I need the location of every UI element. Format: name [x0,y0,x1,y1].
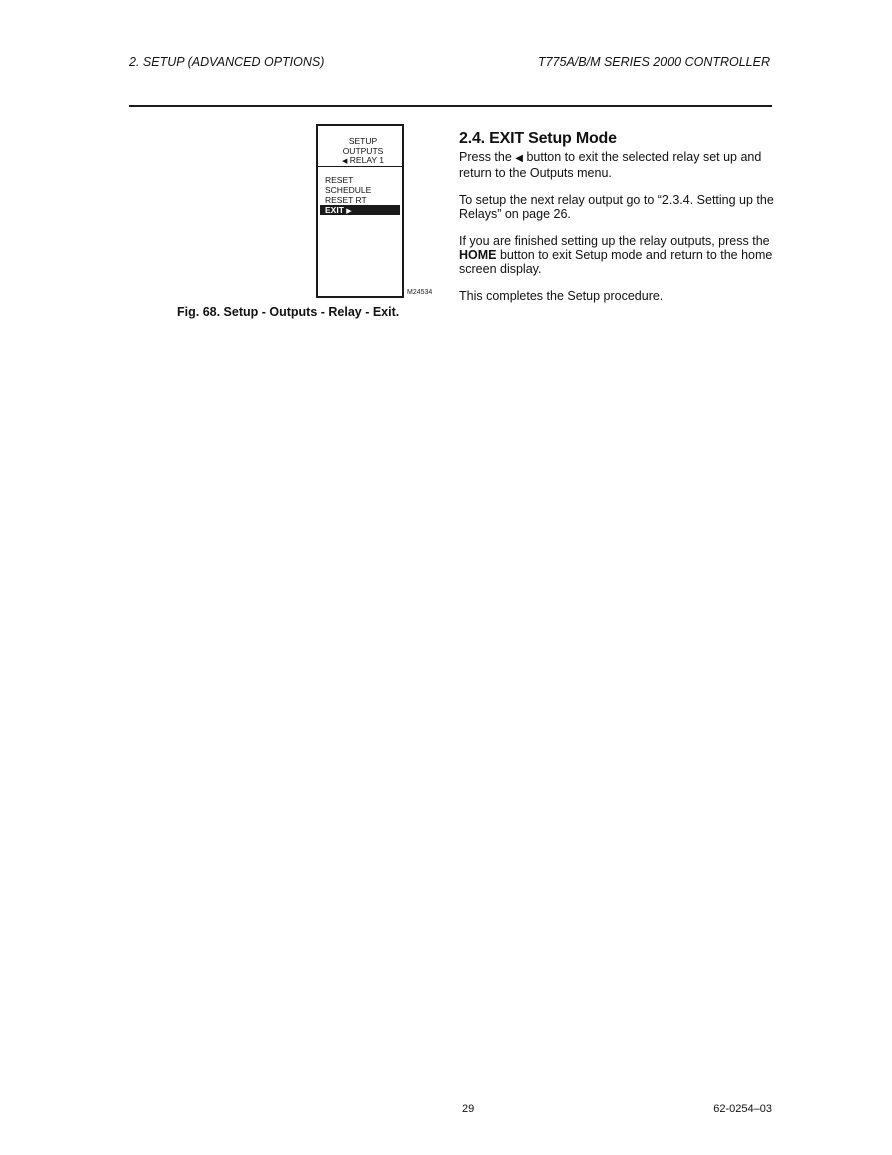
back-arrow-icon: ◀ [342,158,348,166]
display-menu [318,167,402,215]
page-number: 29 [462,1103,475,1115]
running-header-title: T775A/B/M SERIES 2000 CONTROLLER [537,55,770,69]
section-body [459,130,779,316]
p3-text-pre: If you are finished setting up the relay outputs, press the [459,234,770,248]
menu-item-schedule: SCHEDULE [325,185,372,195]
display-line-outputs: OUTPUTS [342,145,384,156]
menu-item-reset: RESET [325,175,354,185]
paragraph-home [459,234,779,276]
display-line-setup: SETUP [348,136,378,146]
menu-item-exit-selected [320,205,400,215]
display-line-relay [324,156,402,167]
display-header [318,126,402,167]
figure-caption: Fig. 68. Setup - Outputs - Relay - Exit. [177,305,400,319]
menu-item-reset-rt: RESET RT [325,195,367,205]
p1-text-post: button to exit the selected relay set up and return to the Outputs menu. [459,150,762,180]
menu-item-exit-label: EXIT [325,205,344,215]
figure-code: M24534 [407,289,433,296]
paragraph-exit-relay [459,150,779,180]
back-button-icon: ◀ [515,153,523,164]
display-relay-label: RELAY 1 [349,155,384,166]
controller-display [316,124,404,298]
running-header-section: 2. SETUP (ADVANCED OPTIONS) [129,55,325,69]
forward-arrow-icon: ▶ [346,208,352,215]
p1-text-pre: Press the [459,150,516,164]
section-title: 2.4. EXIT Setup Mode [459,130,617,147]
home-button-label: HOME [459,248,497,262]
paragraph-next-relay: To setup the next relay output go to “2.3.4. Setting up the Relays” on page 26. [459,193,774,221]
document-number: 62-0254–03 [713,1103,772,1115]
p3-text-post: button to exit Setup mode and return to the home screen display. [459,248,773,276]
paragraph-complete: This completes the Setup procedure. [459,289,664,303]
header-rule [129,105,772,107]
